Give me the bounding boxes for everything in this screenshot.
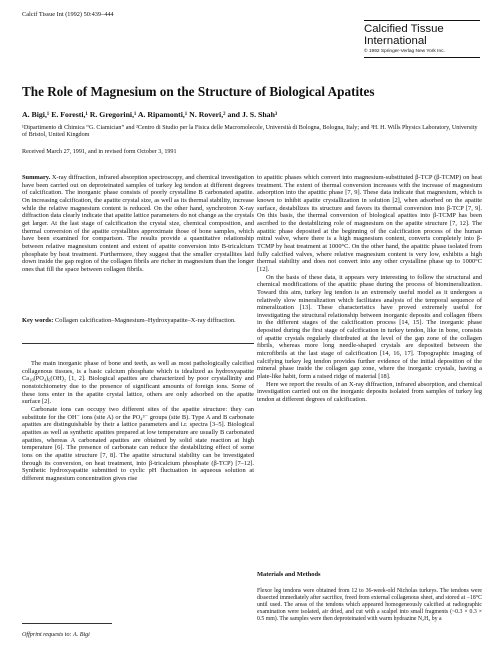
- keywords-text: Collagen calcification–Magnesium–Hydroxyapatite–X-ray diffraction.: [55, 317, 236, 324]
- intro-paragraph: Here we report the results of an X-ray diffraction, infrared absorption, and chemical investigation carried out on the inorganic deposits isolated from samples of turkey leg tendon at different degrees of calcification.: [257, 380, 482, 404]
- journal-name-line2: International: [364, 35, 427, 48]
- methods-heading: Materials and Methods: [257, 571, 321, 578]
- affiliations: ¹Dipartimento di Chimica “G. Ciamician” and ²Centro di Studio per la Fisica delle Macromolecole, Università di Bologna, Bologna, Italy; and ³H. H. Wills Physics Laboratory, University of Bristol, United Kingdom: [22, 125, 478, 139]
- summary-section: [22, 174, 254, 274]
- journal-name-line1: Calcified Tissue: [364, 23, 444, 35]
- footnote-divider: [22, 623, 112, 624]
- intro-paragraph: to apatitic phases which convert into magnesium-substituted β-TCP (β-TCMP) on heat treatment. The extent of thermal conversion increases with the increase of magnesium adsorption into the apatitic phase [7, 9]. These data indicate that magnesium, which is known to inhibit apatite crystallization in solution [2], when adsorbed on the apatite surface, destabilizes its structure and favors its thermal conversion into β-TCP [7, 9]. On this basis, the thermal conversion of biological apatites into β-TCMP has been ascribed to the destabilizing role of magnesium on the apatite structure [7, 12]. The apatitic phase deposited at the beginning of the calcification process of the human mitral valve, where there is a high magnesium content, converts completely into β-TCMP by heat treatment at 1000°C. On the other hand, the apatitic phase isolated from fully calcified valves, where relative magnesium content is very low, exhibits a high thermal stability and does not convert into any other crystalline phase up to 1000°C [12].: [257, 174, 482, 273]
- received-dates: Received March 27, 1991, and in revised form October 3, 1991: [22, 149, 177, 155]
- intro-paragraph: Carbonate ions can occupy two different sites of the apatite structure: they can substitute for the OH⁻ ions (site A) or the PO₄³⁻ groups (site B). Type A and B carbonate apatites are distinguishable by their a lattice parameters and i.r. spectra [3–5]. Biological apatites as well as synthetic apatites prepared at low temperature are usually B carbonated apatites, whereas A carbonated apatites are obtained by solid state reaction at high temperature [6]. The presence of carbonate can reduce the destabilizing effect of some ions on the apatite structure [7, 8]. The apatite structural stability can be investigated through its conversion, on heat treatment, into β-tricalcium phosphate (β-TCP) [7–12]. Synthetic hydroxyapatite submitted to cyclic pH fluctuation in aqueous solution at different magnesium concentration gives rise: [22, 405, 254, 482]
- introduction-right-column: [257, 174, 482, 404]
- copyright-notice: © 1992 Springer-Verlag New York Inc.: [364, 48, 445, 54]
- offprint-note: Offprint requests to: A. Bigi: [22, 632, 90, 638]
- journal-masthead: [364, 20, 480, 58]
- summary-text: X-ray diffraction, infrared absorption spectroscopy, and chemical investigation have been carried out on deproteinated samples of turkey leg tendon at different degrees of calcification. The inorganic phase consists of poorly crystalline B carbonated apatite. On increasing calcification, the apatite crystal size, as well as its thermal stability, increase while the relative magnesium content is reduced. On the other hand, synchrotron X-ray diffraction data clearly indicate that apatite lattice parameters do not change as the crystals get larger. At the last stage of calcification the crystal size, chemical composition, and thermal conversion of the apatite crystallites approximate those of bone samples, which have been examined for comparison. The results provide a quantitative relationship between relative magnesium content and extent of apatite conversion into B-tricalcium phosphate by heat treatment. Furthermore, they suggest that the smaller crystallites laid down inside the gap region of the collagen fibrils are richer in magnesium than the longer ones that fill the space between collagen fibrils.: [22, 174, 254, 273]
- intro-paragraph: On the basis of these data, it appears very interesting to follow the structural and chemical modifications of the apatitic phase during the process of biomineralization. Toward this aim, turkey leg tendon is an extremely useful model as it undergoes a relatively slow mineralization which facilitates analysis of the temporal sequence of mineralization [13]. These characteristics have proved extremely useful for investigating the structural relationship between inorganic deposits and collagen fibers in the different stages of the calcification process [14, 15]. The inorganic phase deposited during the first stage of calcification in turkey tendon, like in bone, consists of apatite crystals regularly distributed at the level of the gap zone of the collagen fibrils, whereas more long needle-shaped crystals are deposited between the microfibrils at the last stage of calcification [14, 16, 17]. Topographic imaging of calcifying turkey leg tendon provides further evidence of the initial deposition of the mineral phase inside the collagen gap zone, where the inorganic crystals, having a plate-like habit, form a raised ridge of material [18].: [257, 273, 482, 381]
- introduction-left-column: [22, 360, 254, 483]
- journal-citation: Calcif Tissue Int (1992) 50:439–444: [22, 11, 114, 18]
- intro-paragraph: The main inorganic phase of bone and teeth, as well as most pathologically calcified collagenous tissues, is a basic calcium phosphate which is idealized as hydroxyapatite Ca₁₀(PO₄)₆(OH)₂ [1, 2]. Biological apatites are characterized by poor crystallinity and nonstoichiometry due to the presence of significant amounts of foreign ions. Some of these ions enter in the apatite crystal lattice, others are only adsorbed on the apatite surface [2].: [22, 360, 254, 406]
- keywords-section: [22, 317, 254, 325]
- author-list: A. Bigi,¹ E. Foresti,¹ R. Gregorini,¹ A. Ripamonti,¹ N. Roveri,² and J. S. Shah³: [22, 110, 278, 119]
- article-title: The Role of Magnesium on the Structure of Biological Apatites: [22, 84, 375, 99]
- section-divider: [22, 343, 254, 344]
- keywords-label: Key words:: [22, 317, 54, 324]
- methods-text: Flexor leg tendons were obtained from 12 to 36-week-old Nicholas turkeys. The tendons were dissected immediately after sacrifice, freed from external collagenous sheet, and stored at −18°C until used. The areas of the tendons which appeared homogeneously calcified at radiographic examination were isolated, air dried, and cut with a scalpel into small fragments (~0.3 × 0.3 × 0.5 mm). The samples were then deproteinated with warm hydrazine N₂H₄ by a: [257, 588, 482, 622]
- summary-label: Summary.: [22, 174, 51, 181]
